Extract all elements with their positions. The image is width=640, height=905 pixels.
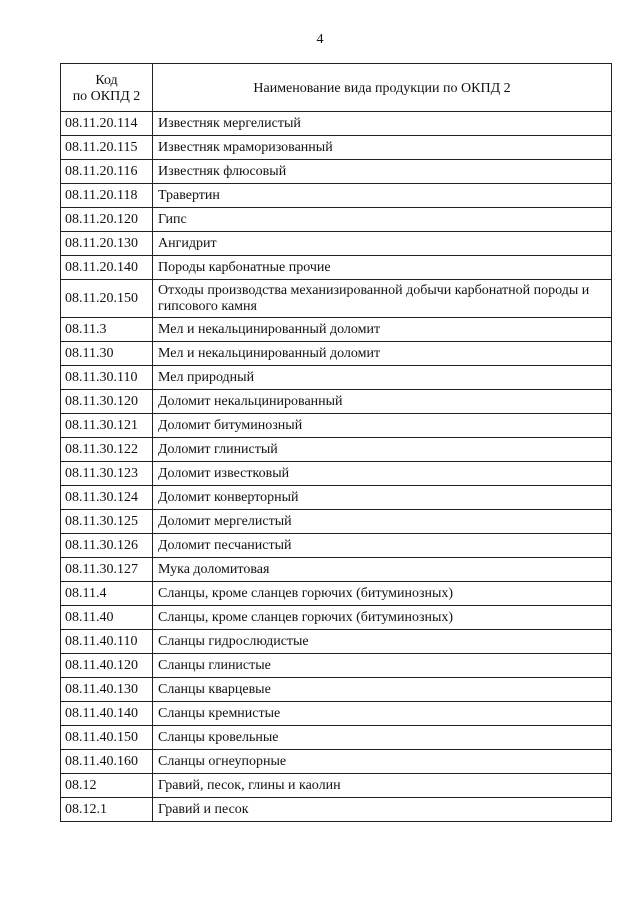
row-code: 08.11.20.140 xyxy=(61,256,153,280)
table-row xyxy=(61,582,612,606)
row-name: Сланцы, кроме сланцев горючих (битуминозных) xyxy=(153,582,612,606)
table-row xyxy=(61,184,612,208)
table-row xyxy=(61,510,612,534)
row-name: Отходы производства механизированной добычи карбонатной породы и гипсового камня xyxy=(153,280,612,318)
row-code: 08.11.20.150 xyxy=(61,280,153,318)
row-code: 08.11.30.125 xyxy=(61,510,153,534)
row-name: Мука доломитовая xyxy=(153,558,612,582)
table-row xyxy=(61,558,612,582)
row-code: 08.11.30.127 xyxy=(61,558,153,582)
header-name: Наименование вида продукции по ОКПД 2 xyxy=(153,64,612,112)
row-name: Породы карбонатные прочие xyxy=(153,256,612,280)
page-number: 4 xyxy=(316,32,324,47)
row-name: Мел и некальцинированный доломит xyxy=(153,342,612,366)
row-code: 08.11.4 xyxy=(61,582,153,606)
header-code xyxy=(61,64,153,112)
row-code: 08.11.40.160 xyxy=(61,750,153,774)
okpd-table xyxy=(60,63,612,822)
row-name: Доломит битуминозный xyxy=(153,414,612,438)
table-row xyxy=(61,256,612,280)
table-row xyxy=(61,160,612,184)
row-code: 08.11.40.150 xyxy=(61,726,153,750)
table-row xyxy=(61,486,612,510)
table-row xyxy=(61,630,612,654)
row-code: 08.11.30.123 xyxy=(61,462,153,486)
table-row xyxy=(61,366,612,390)
row-code: 08.12 xyxy=(61,774,153,798)
table-row xyxy=(61,798,612,822)
row-name: Мел и некальцинированный доломит xyxy=(153,318,612,342)
table-row xyxy=(61,774,612,798)
row-name: Доломит конверторный xyxy=(153,486,612,510)
header-code-line1: Код xyxy=(95,73,118,88)
row-name: Известняк мраморизованный xyxy=(153,136,612,160)
row-code: 08.11.20.115 xyxy=(61,136,153,160)
row-name: Ангидрит xyxy=(153,232,612,256)
row-code: 08.11.20.114 xyxy=(61,112,153,136)
row-name: Известняк флюсовый xyxy=(153,160,612,184)
row-name: Доломит песчанистый xyxy=(153,534,612,558)
row-code: 08.11.40.130 xyxy=(61,678,153,702)
row-code: 08.12.1 xyxy=(61,798,153,822)
row-name: Известняк мергелистый xyxy=(153,112,612,136)
row-name: Сланцы гидрослюдистые xyxy=(153,630,612,654)
row-code: 08.11.30.122 xyxy=(61,438,153,462)
row-code: 08.11.30.120 xyxy=(61,390,153,414)
table-row xyxy=(61,208,612,232)
table-row xyxy=(61,414,612,438)
row-name: Доломит глинистый xyxy=(153,438,612,462)
row-name: Травертин xyxy=(153,184,612,208)
table-row xyxy=(61,112,612,136)
row-name: Сланцы кремнистые xyxy=(153,702,612,726)
row-code: 08.11.40 xyxy=(61,606,153,630)
row-code: 08.11.20.116 xyxy=(61,160,153,184)
row-name: Сланцы кровельные xyxy=(153,726,612,750)
table-row xyxy=(61,342,612,366)
row-code: 08.11.30.121 xyxy=(61,414,153,438)
row-name: Сланцы кварцевые xyxy=(153,678,612,702)
row-name: Доломит известковый xyxy=(153,462,612,486)
row-code: 08.11.30 xyxy=(61,342,153,366)
row-code: 08.11.20.118 xyxy=(61,184,153,208)
table-row xyxy=(61,606,612,630)
table-row xyxy=(61,702,612,726)
table-row xyxy=(61,654,612,678)
row-code: 08.11.40.140 xyxy=(61,702,153,726)
table-row xyxy=(61,438,612,462)
row-code: 08.11.40.110 xyxy=(61,630,153,654)
row-name: Сланцы огнеупорные xyxy=(153,750,612,774)
table-row xyxy=(61,280,612,318)
row-code: 08.11.30.126 xyxy=(61,534,153,558)
row-name: Мел природный xyxy=(153,366,612,390)
row-name: Гравий, песок, глины и каолин xyxy=(153,774,612,798)
header-code-line2: по ОКПД 2 xyxy=(72,89,141,104)
row-code: 08.11.40.120 xyxy=(61,654,153,678)
table-row xyxy=(61,534,612,558)
row-name: Сланцы глинистые xyxy=(153,654,612,678)
table-header-row xyxy=(61,64,612,112)
row-code: 08.11.30.124 xyxy=(61,486,153,510)
table-row xyxy=(61,726,612,750)
table-row xyxy=(61,318,612,342)
table-row xyxy=(61,390,612,414)
row-code: 08.11.3 xyxy=(61,318,153,342)
table-body xyxy=(61,112,612,822)
row-name: Доломит некальцинированный xyxy=(153,390,612,414)
row-code: 08.11.20.120 xyxy=(61,208,153,232)
table-row xyxy=(61,232,612,256)
table-row xyxy=(61,750,612,774)
row-code: 08.11.20.130 xyxy=(61,232,153,256)
row-name: Сланцы, кроме сланцев горючих (битуминозных) xyxy=(153,606,612,630)
row-name: Гипс xyxy=(153,208,612,232)
table-row xyxy=(61,462,612,486)
table-row xyxy=(61,136,612,160)
row-code: 08.11.30.110 xyxy=(61,366,153,390)
row-name: Доломит мергелистый xyxy=(153,510,612,534)
row-name: Гравий и песок xyxy=(153,798,612,822)
table-row xyxy=(61,678,612,702)
